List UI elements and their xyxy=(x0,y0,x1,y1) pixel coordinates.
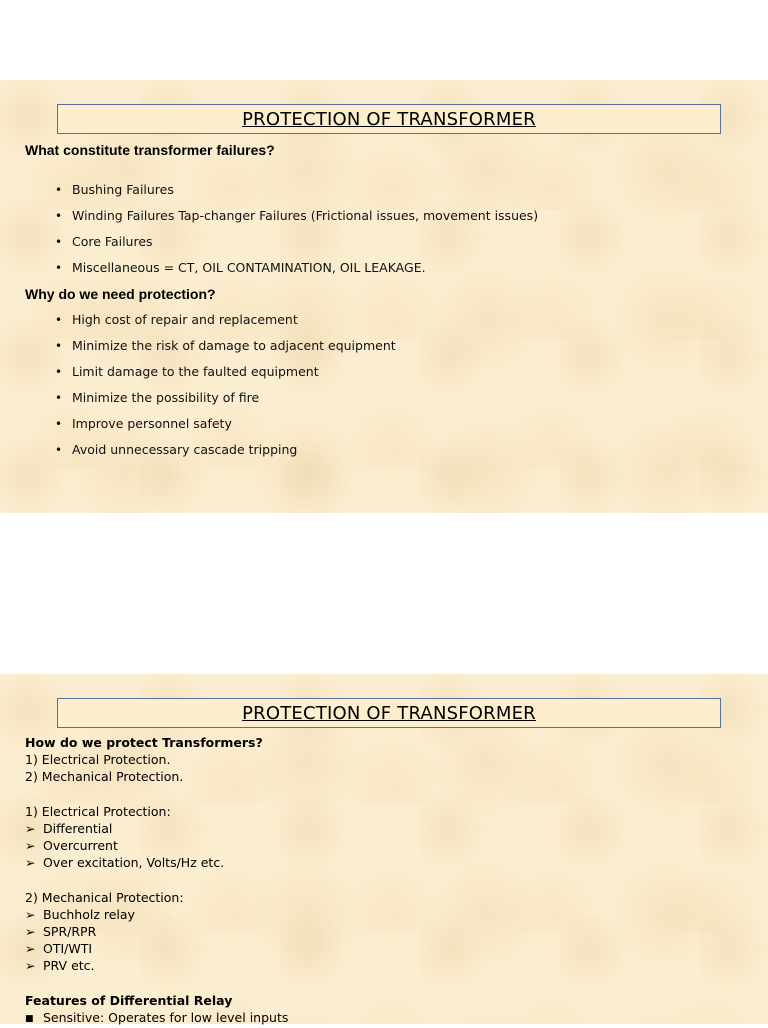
slide-title-box xyxy=(57,104,721,134)
arrow-bullet-icon: ➢ xyxy=(25,906,36,922)
list-item: • Limit damage to the faulted equipment xyxy=(55,362,396,388)
list-item: • Miscellaneous = CT, OIL CONTAMINATION, OIL LEAKAGE. xyxy=(55,258,538,284)
arrow-bullet-icon: ➢ xyxy=(25,958,36,974)
list-item: • High cost of repair and replacement xyxy=(55,310,396,336)
spacer xyxy=(25,975,288,992)
protection-type: 2) Mechanical Protection. xyxy=(25,769,184,785)
list-item: • Core Failures xyxy=(55,232,538,258)
list-item: ➢ Differential xyxy=(25,820,113,836)
list-item: • Bushing Failures xyxy=(55,180,538,206)
list-item: • Winding Failures Tap-changer Failures (Frictional issues, movement issues) xyxy=(55,206,538,232)
slide-2-body xyxy=(25,734,288,1026)
list-item: • Minimize the risk of damage to adjacent equipment xyxy=(55,336,396,362)
list-item: ➢ Buchholz relay xyxy=(25,906,135,922)
list-item: ➢ PRV etc. xyxy=(25,958,95,974)
arrow-bullet-icon: ➢ xyxy=(25,838,36,854)
list-item: ➢ Overcurrent xyxy=(25,838,118,854)
slide-title: PROTECTION OF TRANSFORMER xyxy=(242,108,536,130)
arrow-bullet-icon: ➢ xyxy=(25,855,36,871)
mechanical-heading: 2) Mechanical Protection: xyxy=(25,889,184,905)
features-heading: Features of Differential Relay xyxy=(25,992,233,1008)
slide-1 xyxy=(0,80,768,513)
list-item: • Minimize the possibility of fire xyxy=(55,388,396,414)
section-heading-need-protection: Why do we need protection? xyxy=(25,286,216,302)
arrow-bullet-icon: ➢ xyxy=(25,820,36,836)
square-bullet-icon: ■ xyxy=(25,1014,34,1024)
list-item: ➢ SPR/RPR xyxy=(25,924,97,940)
section-heading-failures: What constitute transformer failures? xyxy=(25,142,275,158)
spacer xyxy=(25,786,288,803)
slide-title-box xyxy=(57,698,721,728)
slide-title: PROTECTION OF TRANSFORMER xyxy=(242,702,536,724)
list-item: • Avoid unnecessary cascade tripping xyxy=(55,440,396,466)
protection-reasons-list xyxy=(55,310,396,466)
list-item: ➢ Over excitation, Volts/Hz etc. xyxy=(25,855,225,871)
spacer xyxy=(25,872,288,889)
failures-list xyxy=(55,180,538,284)
list-item: ■ Sensitive: Operates for low level inputs xyxy=(25,1009,288,1026)
protection-type: 1) Electrical Protection. xyxy=(25,752,171,768)
arrow-bullet-icon: ➢ xyxy=(25,924,36,940)
list-item: ➢ OTI/WTI xyxy=(25,941,93,957)
slide-2 xyxy=(0,674,768,1024)
question-heading: How do we protect Transformers? xyxy=(25,735,263,750)
electrical-heading: 1) Electrical Protection: xyxy=(25,803,171,819)
arrow-bullet-icon: ➢ xyxy=(25,941,36,957)
list-item: • Improve personnel safety xyxy=(55,414,396,440)
